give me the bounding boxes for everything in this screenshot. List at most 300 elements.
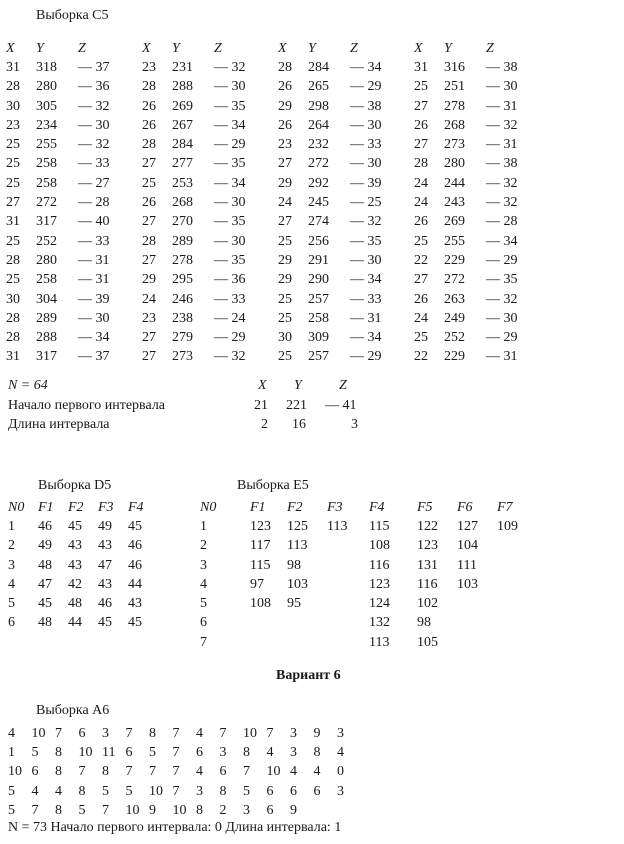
c5-cell: 304 (36, 291, 57, 307)
a6-cell: 7 (172, 783, 180, 799)
d5-cell: 43 (98, 538, 112, 554)
d5-cell: 44 (68, 615, 82, 631)
c5-cell: 27 (278, 156, 292, 172)
a6-cell: 3 (243, 802, 250, 818)
d5-table (8, 498, 158, 633)
c5-cell: 27 (6, 195, 20, 211)
c5-cell: — 40 (78, 214, 110, 230)
c5-cell: — 38 (486, 59, 518, 75)
c5-cell: 24 (142, 291, 156, 307)
e5-cell: 2 (200, 538, 207, 554)
c5-cell: — 32 (78, 137, 110, 153)
d5-cell: 42 (68, 576, 82, 592)
a6-cell: 3 (337, 725, 344, 741)
c5-summary-z-header: Z (339, 378, 347, 393)
e5-title: Выборка E5 (237, 478, 309, 493)
c5-cell: 245 (308, 195, 329, 211)
c5-cell: — 29 (214, 137, 246, 153)
c5-cell: — 35 (214, 214, 246, 230)
c5-header-cell: Y (444, 40, 452, 56)
c5-cell: 255 (36, 137, 57, 153)
c5-cell: — 32 (214, 349, 246, 365)
e5-cell: 6 (200, 615, 207, 631)
c5-title: Выборка C5 (36, 8, 109, 23)
c5-cell: 25 (142, 175, 156, 191)
d5-row (8, 517, 158, 536)
a6-cell: 7 (243, 764, 250, 780)
a6-cell: 7 (266, 725, 274, 741)
c5-cell: — 35 (350, 233, 382, 249)
c5-cell: 30 (6, 98, 20, 114)
c5-cell: 258 (308, 310, 329, 326)
c5-cell: — 28 (78, 195, 110, 211)
c5-cell: — 36 (214, 272, 246, 288)
c5-cell: 264 (308, 117, 329, 133)
a6-cell: 10 (125, 802, 140, 818)
c5-cell: — 34 (214, 117, 246, 133)
d5-cell: 46 (98, 596, 112, 612)
c5-cell: 249 (444, 310, 465, 326)
c5-cell: 273 (444, 137, 465, 153)
e5-cell: 1 (200, 518, 207, 534)
c5-cell: 258 (36, 156, 57, 172)
e5-cell: 5 (200, 596, 207, 612)
c5-start-x: 21 (254, 398, 268, 413)
a6-cell: 3 (102, 725, 109, 741)
e5-cell: 98 (287, 557, 301, 573)
a6-cell: 6 (266, 783, 274, 799)
c5-cell: — 34 (486, 233, 518, 249)
d5-cell: 46 (38, 518, 52, 534)
c5-cell: — 32 (214, 59, 246, 75)
c5-cell: 23 (278, 137, 292, 153)
e5-cell: 109 (497, 518, 518, 534)
e5-cell: 115 (369, 518, 390, 534)
c5-cell: — 38 (486, 156, 518, 172)
c5-cell: — 30 (486, 79, 518, 95)
c5-cell: — 28 (486, 214, 518, 230)
c5-cell: 23 (142, 310, 156, 326)
c5-cell: — 33 (78, 156, 110, 172)
e5-cell (327, 556, 369, 575)
c5-cell: — 29 (486, 252, 518, 268)
c5-row (6, 78, 550, 97)
c5-cell: — 37 (78, 349, 110, 365)
c5-cell: — 32 (486, 175, 518, 191)
c5-cell: — 30 (214, 233, 246, 249)
c5-cell: — 31 (350, 310, 382, 326)
c5-cell: 252 (444, 330, 465, 346)
c5-cell: — 32 (486, 117, 518, 133)
c5-cell: — 32 (78, 98, 110, 114)
c5-cell: 280 (36, 252, 57, 268)
c5-cell: — 30 (78, 117, 110, 133)
c5-cell: — 29 (350, 79, 382, 95)
c5-cell: — 30 (350, 117, 382, 133)
c5-cell: 263 (444, 291, 465, 307)
c5-cell: 27 (414, 137, 428, 153)
c5-cell: 27 (142, 252, 156, 268)
c5-header-cell: Y (308, 40, 316, 56)
c5-cell: 26 (142, 98, 156, 114)
c5-cell: 277 (172, 156, 193, 172)
a6-cell: 6 (266, 802, 274, 818)
c5-cell: 24 (278, 195, 292, 211)
e5-row (200, 575, 527, 594)
c5-cell: 27 (278, 214, 292, 230)
a6-cell: 9 (290, 802, 297, 818)
e5-cell: 95 (287, 596, 301, 612)
c5-cell: 288 (36, 330, 57, 346)
c5-length-x: 2 (261, 417, 268, 432)
a6-cell: 4 (337, 744, 344, 760)
c5-summary-y-header: Y (294, 378, 302, 393)
c5-cell: 257 (308, 349, 329, 365)
a6-cell: 6 (290, 783, 297, 799)
c5-cell: 309 (308, 330, 329, 346)
c5-cell: — 39 (78, 291, 110, 307)
e5-cell (497, 556, 527, 575)
e5-cell (497, 633, 527, 652)
c5-cell: — 34 (350, 59, 382, 75)
e5-cell: 122 (417, 518, 438, 534)
c5-row (6, 348, 550, 367)
a6-cell: 8 (102, 764, 109, 780)
e5-cell (457, 594, 497, 613)
c5-cell: — 34 (350, 272, 382, 288)
c5-cell: — 31 (78, 252, 110, 268)
e5-cell: 104 (457, 538, 478, 554)
c5-start-z: — 41 (325, 398, 357, 413)
d5-cell: 43 (68, 538, 82, 554)
a6-cell (337, 801, 361, 820)
e5-cell (327, 575, 369, 594)
e5-cell: 102 (417, 596, 438, 612)
e5-row (200, 537, 527, 556)
c5-cell: 27 (414, 272, 428, 288)
a6-cell: 5 (31, 744, 39, 760)
c5-header-cell: Y (172, 40, 180, 56)
c5-cell: — 37 (78, 59, 110, 75)
c5-cell: 298 (308, 98, 329, 114)
c5-cell: 29 (278, 175, 292, 191)
e5-header-cell: F3 (327, 499, 343, 515)
c5-cell: 22 (414, 349, 428, 365)
c5-cell: 24 (414, 175, 428, 191)
e5-cell: 113 (287, 538, 308, 554)
c5-cell: 31 (6, 214, 20, 230)
c5-cell: 289 (172, 233, 193, 249)
c5-cell: 258 (36, 175, 57, 191)
c5-cell: — 30 (78, 310, 110, 326)
a6-row (8, 801, 361, 820)
a6-cell (314, 801, 338, 820)
c5-cell: — 32 (350, 214, 382, 230)
c5-row (6, 58, 550, 77)
a6-cell: 4 (55, 783, 62, 799)
c5-cell: 246 (172, 291, 193, 307)
c5-header-cell: X (6, 40, 15, 56)
c5-cell: 28 (6, 310, 20, 326)
a6-title: Выборка A6 (36, 703, 110, 718)
a6-cell: 6 (196, 744, 203, 760)
c5-cell: 25 (278, 233, 292, 249)
c5-cell: 30 (6, 291, 20, 307)
c5-cell: 284 (308, 59, 329, 75)
e5-cell (497, 575, 527, 594)
c5-cell: 316 (444, 59, 465, 75)
c5-cell: 28 (142, 137, 156, 153)
e5-row (200, 594, 527, 613)
d5-cell: 45 (98, 615, 112, 631)
e5-row (200, 614, 527, 633)
c5-cell: 280 (444, 156, 465, 172)
c5-cell: 26 (142, 117, 156, 133)
e5-cell: 108 (250, 596, 271, 612)
c5-cell: 238 (172, 310, 193, 326)
c5-cell: — 33 (350, 291, 382, 307)
c5-cell: — 33 (350, 137, 382, 153)
d5-header-cell: F2 (68, 499, 84, 515)
a6-cell: 8 (243, 744, 250, 760)
d5-cell: 43 (128, 596, 142, 612)
a6-cell: 7 (102, 802, 109, 818)
a6-cell: 3 (196, 783, 203, 799)
c5-cell: 25 (414, 233, 428, 249)
a6-cell: 9 (313, 725, 321, 741)
e5-cell: 117 (250, 538, 271, 554)
c5-summary-x-header: X (258, 378, 267, 393)
c5-header-cell: Z (78, 40, 86, 56)
e5-table (200, 498, 527, 652)
c5-row (6, 97, 550, 116)
e5-cell (287, 614, 327, 633)
e5-cell (457, 614, 497, 633)
c5-row (6, 135, 550, 154)
c5-cell: 269 (444, 214, 465, 230)
c5-cell: 25 (6, 272, 20, 288)
c5-cell: 27 (142, 214, 156, 230)
a6-cell: 4 (8, 725, 15, 741)
c5-start-y: 221 (286, 398, 307, 413)
c5-cell: 317 (36, 214, 57, 230)
c5-cell: 25 (414, 330, 428, 346)
d5-header-cell: F3 (98, 499, 114, 515)
c5-cell: 31 (6, 59, 20, 75)
c5-cell: 243 (444, 195, 465, 211)
c5-cell: 23 (142, 59, 156, 75)
c5-cell: — 35 (486, 272, 518, 288)
c5-cell: — 29 (214, 330, 246, 346)
e5-cell (250, 633, 287, 652)
c5-cell: 255 (444, 233, 465, 249)
c5-table (6, 39, 550, 367)
e5-row (200, 633, 527, 652)
c5-header-cell: Y (36, 40, 44, 56)
a6-cell: 5 (243, 783, 250, 799)
d5-cell: 45 (38, 596, 52, 612)
a6-cell: 5 (78, 802, 86, 818)
e5-cell: 103 (457, 576, 478, 592)
c5-cell: — 34 (78, 330, 110, 346)
e5-cell (497, 594, 527, 613)
e5-cell (497, 537, 527, 556)
c5-cell: — 29 (350, 349, 382, 365)
c5-row (6, 251, 550, 270)
c5-row (6, 116, 550, 135)
d5-cell: 2 (8, 538, 15, 554)
a6-cell: 5 (8, 802, 15, 818)
c5-cell: 25 (6, 233, 20, 249)
e5-cell (457, 633, 497, 652)
a6-cell: 11 (102, 744, 116, 760)
c5-cell: — 35 (214, 252, 246, 268)
a6-cell: 1 (8, 744, 15, 760)
c5-cell: — 31 (486, 349, 518, 365)
c5-cell: — 31 (486, 98, 518, 114)
e5-cell: 125 (287, 518, 308, 534)
c5-header-cell: Z (486, 40, 494, 56)
c5-cell: 252 (36, 233, 57, 249)
c5-row (6, 232, 550, 251)
a6-cell: 6 (125, 744, 133, 760)
a6-cell: 4 (196, 725, 203, 741)
c5-cell: 292 (308, 175, 329, 191)
c5-cell: — 30 (350, 252, 382, 268)
a6-cell: 5 (125, 783, 133, 799)
a6-cell: 10 (266, 764, 281, 780)
c5-row (6, 271, 550, 290)
c5-cell: 279 (172, 330, 193, 346)
c5-length-y: 16 (292, 417, 306, 432)
c5-cell: 27 (414, 98, 428, 114)
c5-cell: 272 (444, 272, 465, 288)
variant-title: Вариант 6 (276, 668, 341, 683)
c5-cell: — 34 (350, 330, 382, 346)
a6-cell: 5 (8, 783, 15, 799)
e5-cell: 123 (369, 576, 390, 592)
c5-cell: 229 (444, 252, 465, 268)
a6-cell: 10 (243, 725, 257, 741)
c5-cell: 251 (444, 79, 465, 95)
e5-cell: 97 (250, 576, 264, 592)
c5-cell: 270 (172, 214, 193, 230)
d5-header-cell: N0 (8, 499, 25, 515)
c5-cell: 25 (278, 349, 292, 365)
e5-cell: 98 (417, 615, 431, 631)
a6-cell: 8 (55, 802, 62, 818)
c5-cell: 257 (308, 291, 329, 307)
e5-cell: 111 (457, 557, 477, 573)
c5-cell: — 34 (214, 175, 246, 191)
c5-cell: 29 (278, 272, 292, 288)
c5-cell: 318 (36, 59, 57, 75)
a6-cell: 4 (31, 783, 39, 799)
e5-header-cell: F4 (369, 499, 385, 515)
d5-cell: 3 (8, 557, 15, 573)
d5-cell: 46 (128, 557, 142, 573)
d5-cell: 1 (8, 518, 15, 534)
a6-row (8, 782, 361, 801)
e5-header-cell: F1 (250, 499, 266, 515)
c5-cell: — 25 (350, 195, 382, 211)
e5-cell: 124 (369, 596, 390, 612)
d5-row (8, 594, 158, 613)
c5-cell: 27 (142, 156, 156, 172)
a6-cell: 4 (313, 764, 321, 780)
d5-cell: 48 (38, 557, 52, 573)
c5-cell: 274 (308, 214, 329, 230)
c5-cell: 29 (278, 252, 292, 268)
e5-row (200, 517, 527, 536)
e5-cell (287, 633, 327, 652)
c5-cell: 267 (172, 117, 193, 133)
c5-header-cell: X (414, 40, 423, 56)
c5-n: N = 64 (8, 378, 48, 393)
a6-cell: 8 (55, 764, 62, 780)
d5-cell: 6 (8, 615, 15, 631)
a6-cell: 3 (290, 744, 297, 760)
c5-cell: 268 (172, 195, 193, 211)
c5-cell: 305 (36, 98, 57, 114)
c5-cell: — 31 (78, 272, 110, 288)
c5-cell: — 39 (350, 175, 382, 191)
d5-cell: 45 (128, 615, 142, 631)
a6-cell: 6 (219, 764, 227, 780)
a6-cell: 4 (196, 764, 203, 780)
a6-row (8, 724, 361, 743)
d5-cell: 47 (98, 557, 112, 573)
a6-cell: 5 (149, 744, 156, 760)
a6-cell: 3 (290, 725, 297, 741)
c5-cell: 269 (172, 98, 193, 114)
c5-cell: — 32 (486, 195, 518, 211)
c5-cell: 272 (308, 156, 329, 172)
c5-cell: — 30 (350, 156, 382, 172)
d5-cell: 45 (128, 518, 142, 534)
e5-cell: 127 (457, 518, 478, 534)
c5-cell: 28 (414, 156, 428, 172)
c5-row (6, 193, 550, 212)
c5-cell: 28 (6, 252, 20, 268)
c5-cell: 278 (444, 98, 465, 114)
d5-cell: 49 (38, 538, 52, 554)
c5-cell: 26 (414, 214, 428, 230)
c5-cell: 30 (278, 330, 292, 346)
c5-cell: 24 (414, 310, 428, 326)
c5-cell: 28 (278, 59, 292, 75)
a6-cell: 3 (337, 783, 344, 799)
a6-row (8, 763, 361, 782)
e5-header-cell: F6 (457, 499, 473, 515)
c5-cell: 288 (172, 79, 193, 95)
c5-cell: 272 (36, 195, 57, 211)
a6-cell: 10 (78, 744, 93, 760)
c5-cell: 290 (308, 272, 329, 288)
c5-cell: — 29 (486, 330, 518, 346)
e5-cell: 7 (200, 634, 207, 650)
a6-cell: 7 (172, 744, 180, 760)
e5-cell: 116 (369, 557, 390, 573)
c5-header-cell: X (278, 40, 287, 56)
a6-cell: 10 (149, 783, 163, 799)
c5-cell: 31 (414, 59, 428, 75)
a6-cell: 7 (219, 725, 227, 741)
a6-cell: 2 (219, 802, 227, 818)
d5-row (8, 614, 158, 633)
c5-cell: 265 (308, 79, 329, 95)
e5-cell: 3 (200, 557, 207, 573)
